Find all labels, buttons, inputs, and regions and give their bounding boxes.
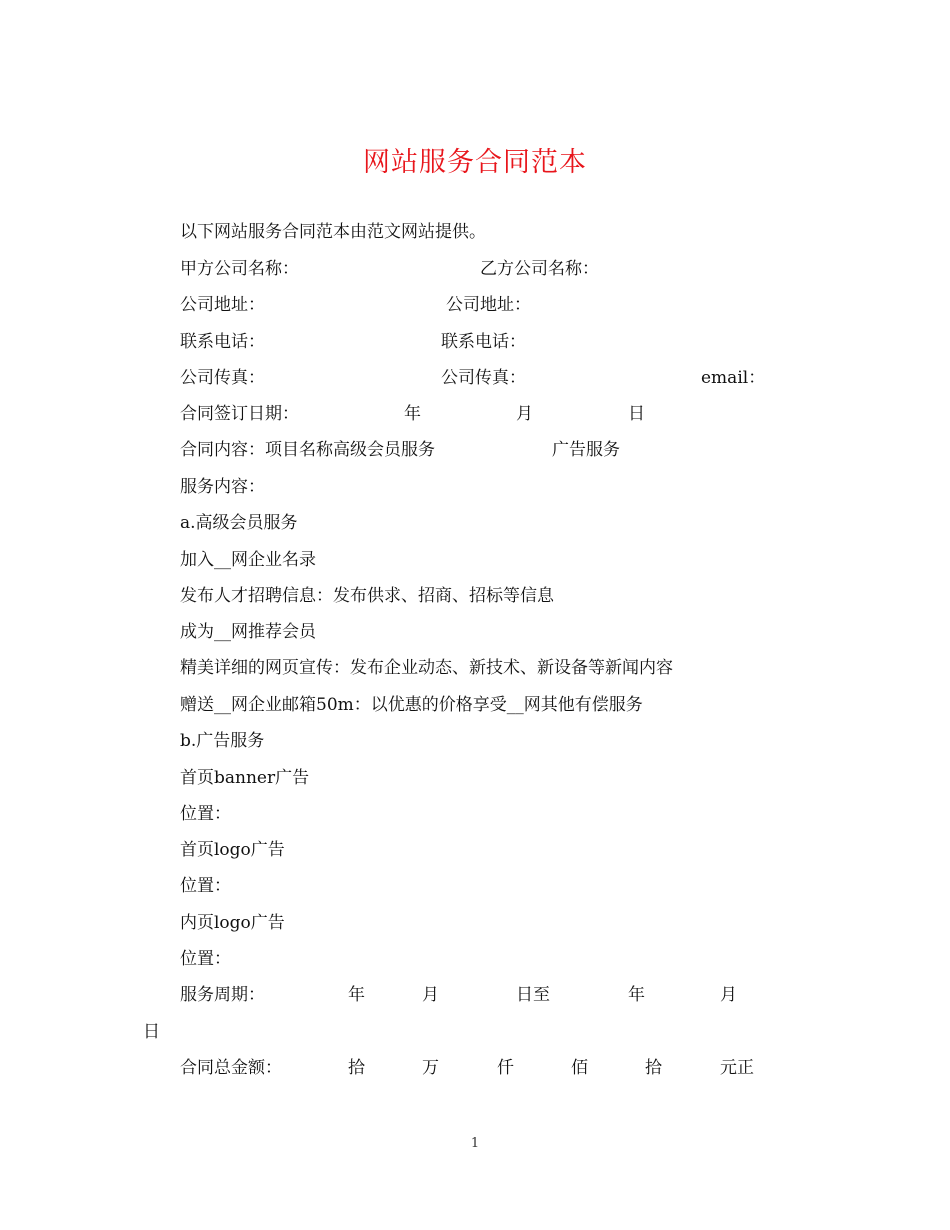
list-item: 内页logo广告 <box>180 913 285 933</box>
period-day-start: 日至 <box>516 985 550 1005</box>
document-title: 网站服务合同范本 <box>363 147 587 178</box>
period-year-end: 年 <box>628 985 645 1005</box>
list-item: 赠送__网企业邮箱50m：以优惠的价格享受__网其他有偿服务 <box>180 695 643 715</box>
list-item: 成为__网推荐会员 <box>180 622 316 642</box>
list-item: a.高级会员服务 <box>180 513 298 533</box>
period-day-end: 日 <box>143 1022 160 1042</box>
amount-unit-yuan: 元正 <box>720 1058 754 1078</box>
amount-unit-wan: 万 <box>422 1058 439 1078</box>
fax-b-label: 公司传真： <box>441 368 526 388</box>
period-month-end: 月 <box>720 985 737 1005</box>
list-item: 位置： <box>180 804 231 824</box>
intro-text: 以下网站服务合同范本由范文网站提供。 <box>180 222 486 242</box>
contract-content-label: 合同内容：项目名称高级会员服务 <box>180 440 435 460</box>
service-period-label: 服务周期： <box>180 985 265 1005</box>
list-item: 位置： <box>180 949 231 969</box>
party-b-name-label: 乙方公司名称： <box>480 259 599 279</box>
list-item: 精美详细的网页宣传：发布企业动态、新技术、新设备等新闻内容 <box>180 658 673 678</box>
service-content-label: 服务内容： <box>180 477 265 497</box>
period-month-start: 月 <box>422 985 439 1005</box>
phone-a-label: 联系电话： <box>180 332 265 352</box>
list-item: 首页banner广告 <box>180 768 310 788</box>
total-amount-label: 合同总金额： <box>180 1058 282 1078</box>
sign-date-label: 合同签订日期： <box>180 404 299 424</box>
list-item: 发布人才招聘信息：发布供求、招商、招标等信息 <box>180 586 554 606</box>
amount-unit-shi-wan: 拾 <box>348 1058 365 1078</box>
sign-date-month: 月 <box>516 404 533 424</box>
period-year-start: 年 <box>348 985 365 1005</box>
amount-unit-shi: 拾 <box>645 1058 662 1078</box>
list-item: b.广告服务 <box>180 731 265 751</box>
ad-service-label: 广告服务 <box>552 440 620 460</box>
fax-a-label: 公司传真： <box>180 368 265 388</box>
list-item: 加入__网企业名录 <box>180 550 316 570</box>
page-number: 1 <box>470 1136 480 1151</box>
amount-unit-qian: 仟 <box>497 1058 514 1078</box>
email-label: email： <box>701 368 766 388</box>
phone-b-label: 联系电话： <box>441 332 526 352</box>
address-a-label: 公司地址： <box>180 295 265 315</box>
list-item: 位置： <box>180 876 231 896</box>
amount-unit-bai: 佰 <box>571 1058 588 1078</box>
sign-date-year: 年 <box>404 404 421 424</box>
party-a-name-label: 甲方公司名称： <box>180 259 299 279</box>
sign-date-day: 日 <box>628 404 645 424</box>
address-b-label: 公司地址： <box>446 295 531 315</box>
list-item: 首页logo广告 <box>180 840 285 860</box>
